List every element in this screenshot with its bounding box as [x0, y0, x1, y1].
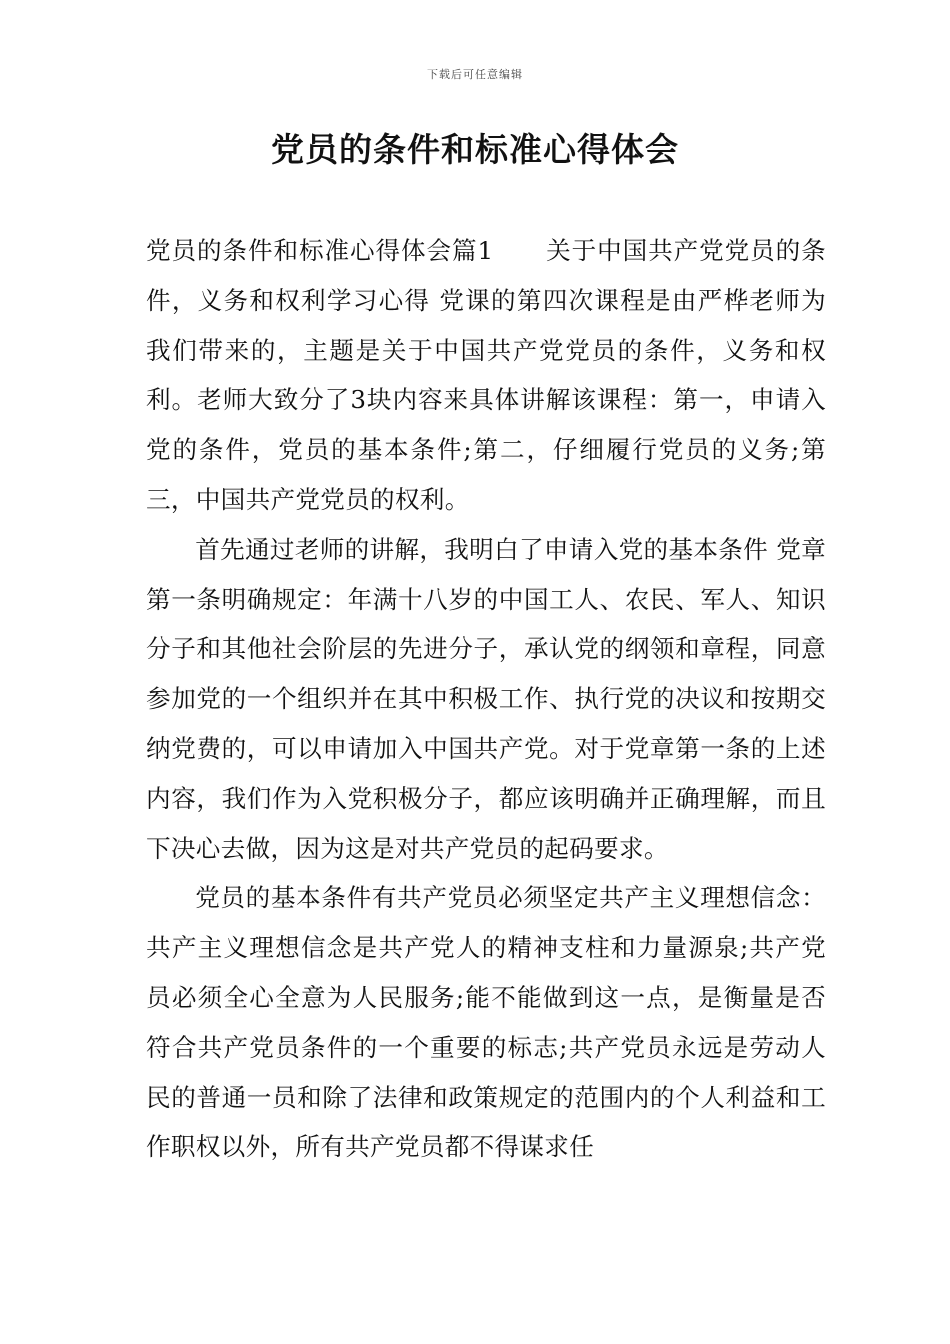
paragraph-3: 党员的基本条件有共产党员必须坚定共产主义理想信念：共产主义理想信念是共产党人的精神支柱和力量源泉;共产党员必须全心全意为人民服务;能不能做到这一点，是衡量是否符合共产党员条件的一个重要的标志;共产党员永远是劳动人民的普通一员和除了法律和政策规定的范围内的个人利益和工作职权以外，所有共产党员都不得谋求任	[146, 883, 826, 1162]
paragraph-1-text: 关于中国共产党党员的条件，义务和权利学习心得 党课的第四次课程是由严桦老师为我们带来的，主题是关于中国共产党党员的条件，义务和权利。老师大致分了3块内容来具体讲解该课程：第一，申请入党的条件，党员的基本条件;第二，仔细履行党员的义务;第三，中国共产党党员的权利。	[146, 236, 826, 514]
paragraph-1	[146, 226, 826, 525]
document-title: 党员的条件和标准心得体会	[271, 130, 679, 169]
page-header-note: 下载后可任意编辑	[427, 68, 523, 81]
paragraph-2: 首先通过老师的讲解，我明白了申请入党的基本条件 党章第一条明确规定：年满十八岁的中国工人、农民、军人、知识分子和其他社会阶层的先进分子，承认党的纲领和章程，同意参加党的一个组织并在其中积极工作、执行党的决议和按期交纳党费的，可以申请加入中国共产党。对于党章第一条的上述内容，我们作为入党积极分子，都应该明确并正确理解，而且下决心去做，因为这是对共产党员的起码要求。	[146, 534, 826, 863]
document-body	[146, 226, 826, 1172]
section-heading: 党员的条件和标准心得体会篇1	[146, 236, 494, 265]
